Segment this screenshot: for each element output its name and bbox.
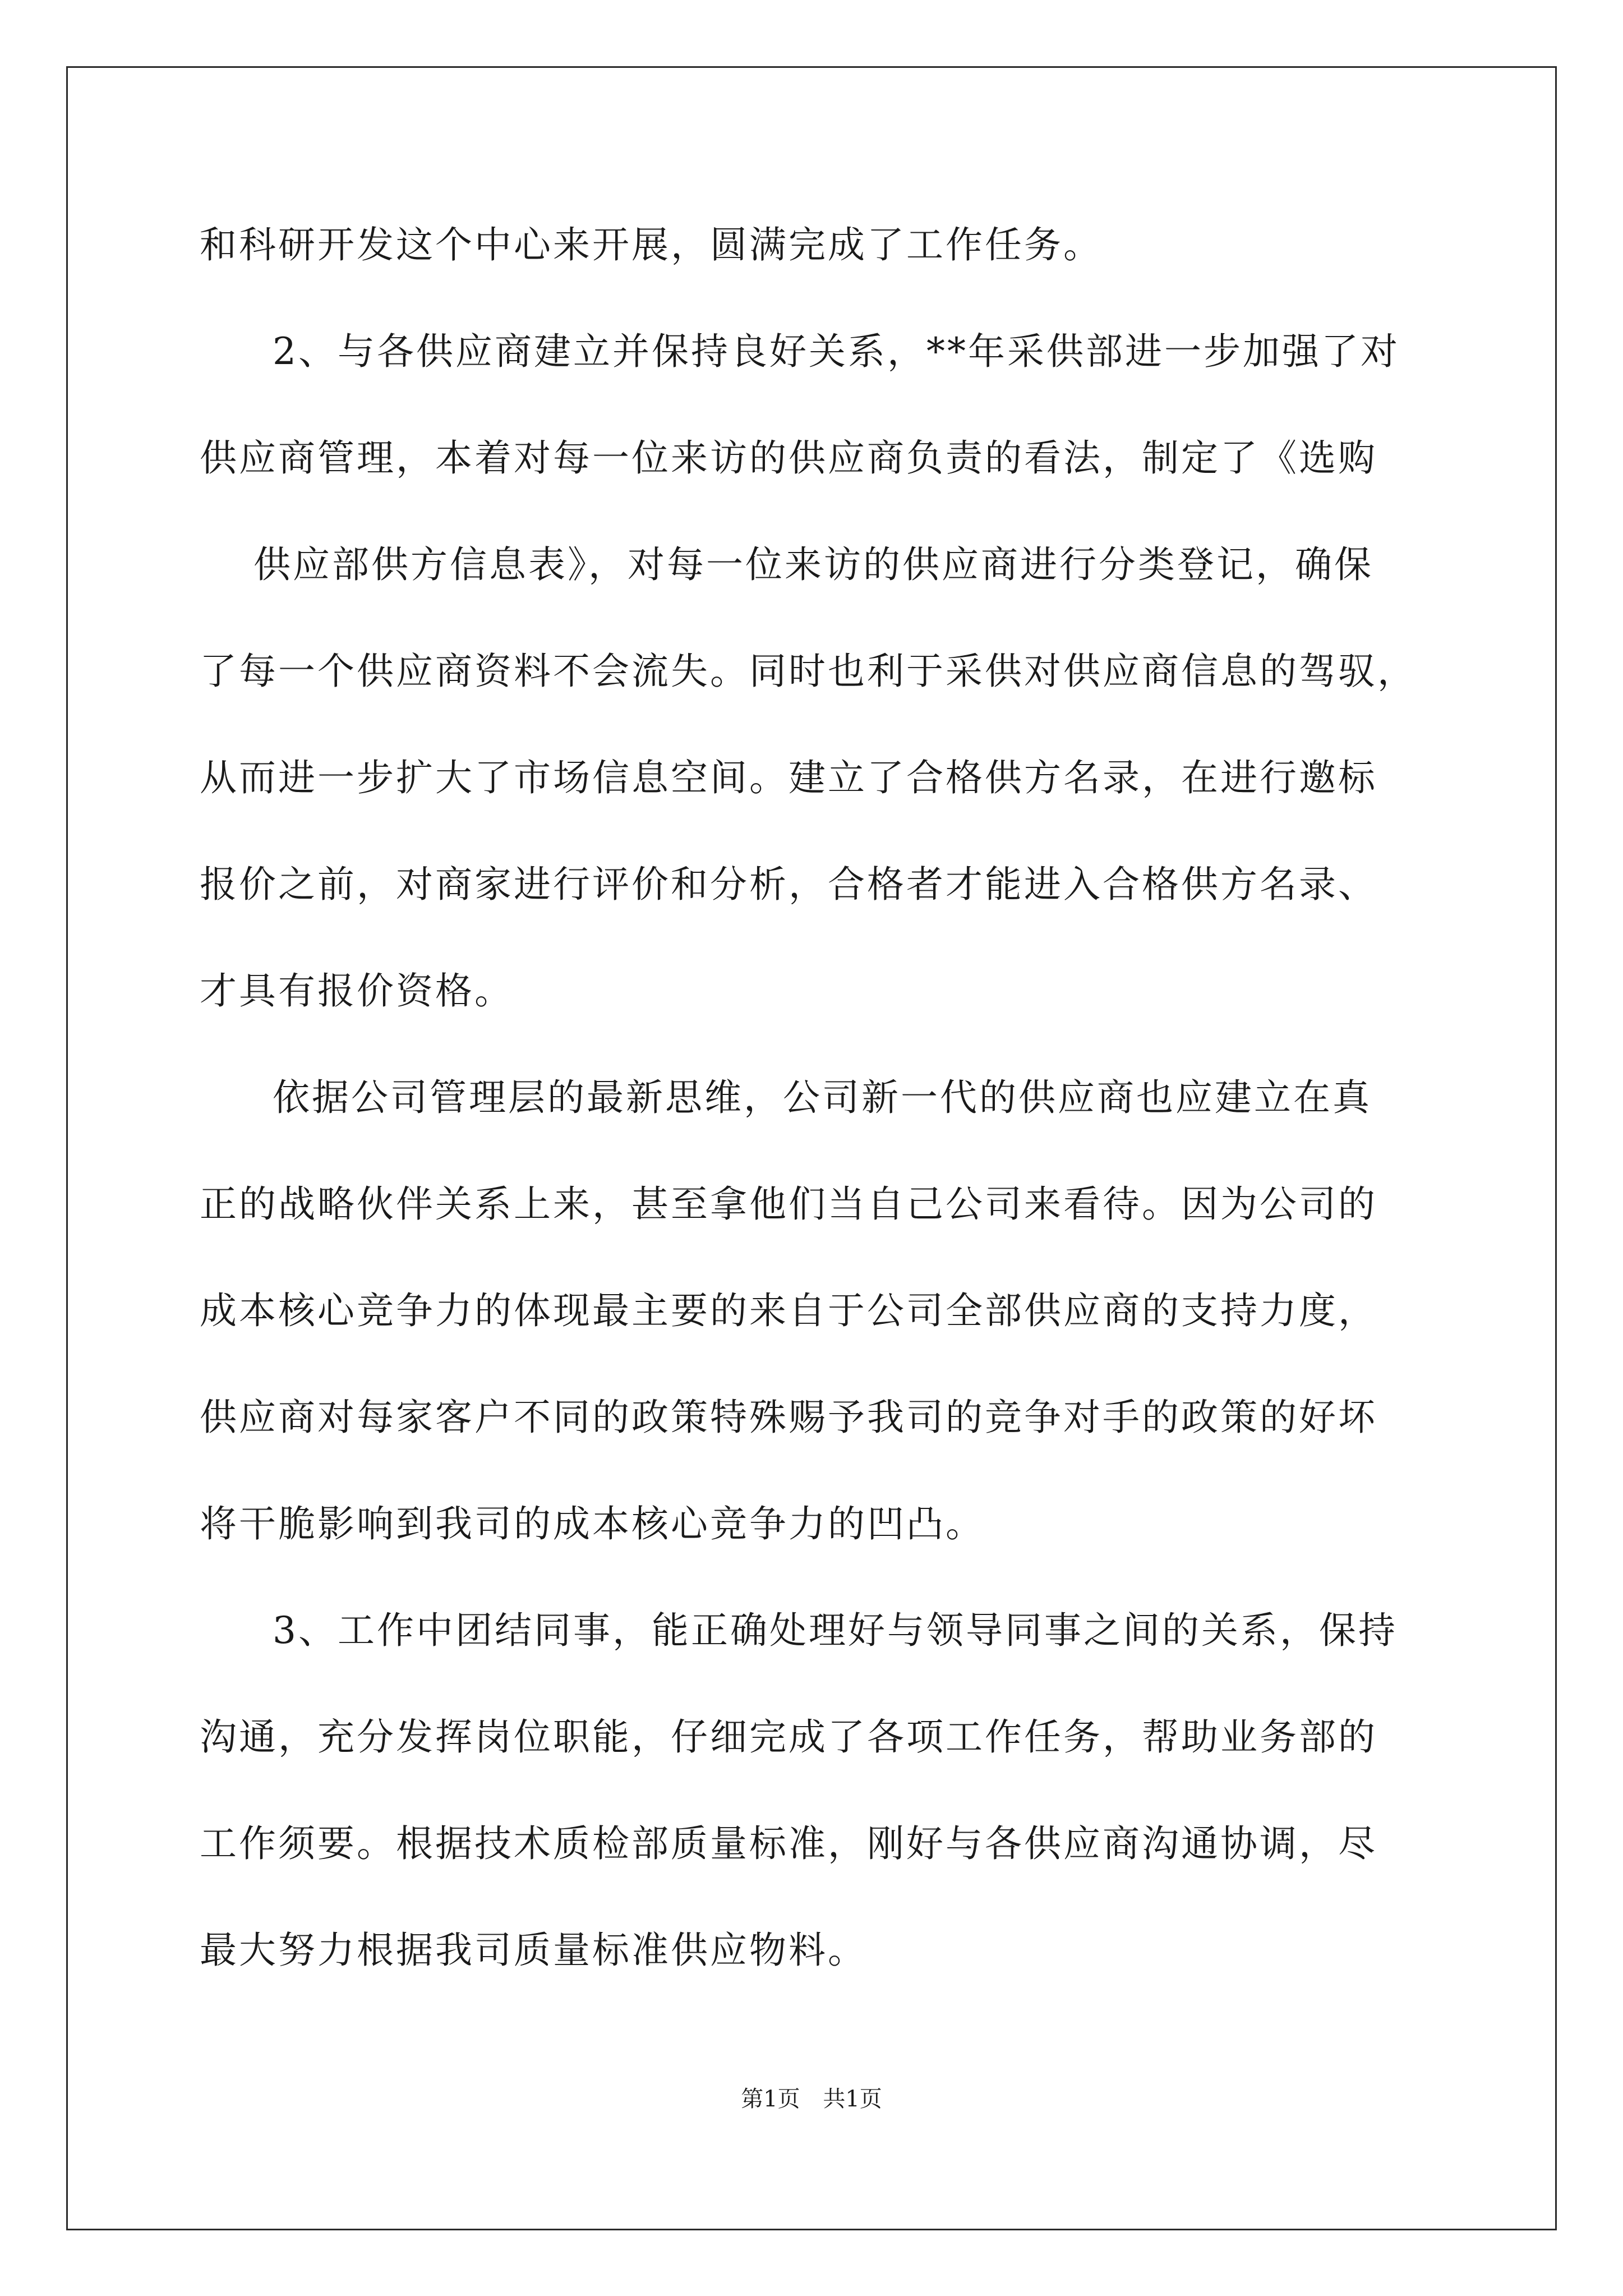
text-line: 供应部供方信息表》，对每一位来访的供应商进行分类登记，确保 (253, 543, 1373, 586)
text-line: 2、与各供应商建立并保持良好关系，**年采供部进一步加强了对 (273, 330, 1400, 373)
text-line: 工作须要。根据技术质检部质量标准，刚好与各供应商沟通协调，尽 (200, 1822, 1377, 1865)
text-line: 和科研开发这个中心来开展，圆满完成了工作任务。 (200, 223, 1103, 266)
page-number: 第1页 (741, 2086, 800, 2112)
page-total: 共1页 (823, 2086, 882, 2112)
text-line: 才具有报价资格。 (200, 969, 514, 1013)
text-line: 供应商管理，本着对每一位来访的供应商负责的看法，制定了《选购 (200, 436, 1377, 480)
document-body (200, 209, 1433, 2021)
page-footer (0, 2082, 1623, 2116)
text-line: 报价之前，对商家进行评价和分析，合格者才能进入合格供方名录、 (200, 863, 1377, 906)
text-line: 供应商对每家客户不同的政策特殊赐予我司的竞争对手的政策的好坏 (200, 1396, 1377, 1439)
text-line: 正的战略伙伴关系上来，甚至拿他们当自己公司来看待。因为公司的 (200, 1182, 1377, 1226)
text-line: 将干脆影响到我司的成本核心竞争力的凹凸。 (200, 1502, 985, 1545)
text-line: 3、工作中团结同事，能正确处理好与领导同事之间的关系，保持 (273, 1609, 1398, 1652)
text-line: 沟通，充分发挥岗位职能，仔细完成了各项工作任务，帮助业务部的 (200, 1715, 1377, 1759)
text-line: 从而进一步扩大了市场信息空间。建立了合格供方名录，在进行邀标 (200, 756, 1377, 799)
text-line: 成本核心竞争力的体现最主要的来自于公司全部供应商的支持力度， (200, 1289, 1377, 1332)
text-line: 依据公司管理层的最新思维，公司新一代的供应商也应建立在真 (273, 1076, 1372, 1119)
text-line: 最大努力根据我司质量标准供应物料。 (200, 1929, 867, 1972)
text-line: 了每一个供应商资料不会流失。同时也利于采供对供应商信息的驾驭， (200, 650, 1417, 693)
